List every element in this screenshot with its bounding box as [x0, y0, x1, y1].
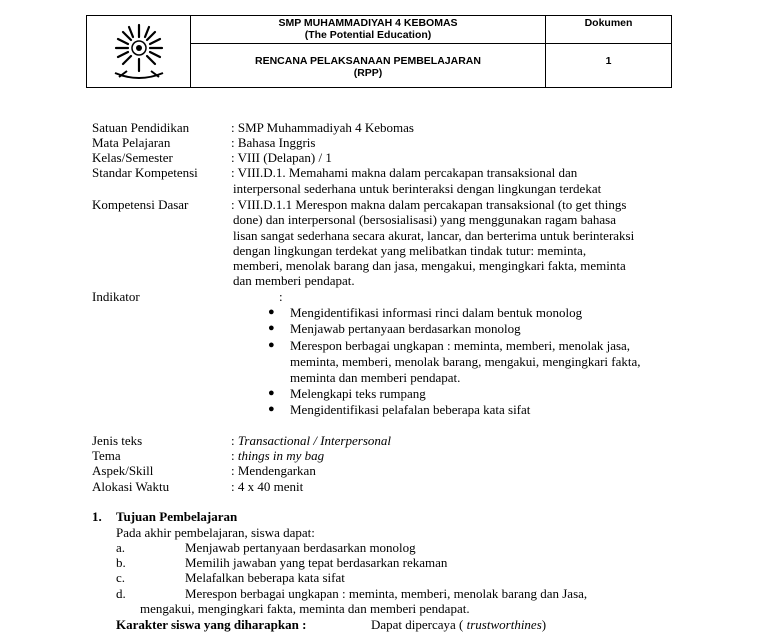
document-number: 1: [605, 55, 612, 67]
list-item-text: Melafalkan beberapa kata sifat: [185, 570, 345, 585]
section-number: 1.: [92, 509, 102, 524]
document-title: RENCANA PELAKSANAAN PEMBELAJARAN: [255, 55, 481, 67]
field-value: : VIII (Delapan) / 1: [231, 150, 332, 165]
list-marker: b.: [116, 555, 126, 570]
list-item-text: meminta dan memberi pendapat.: [290, 370, 461, 385]
field-value: : VIII.D.1. Memahami makna dalam percakapan transaksional dan: [231, 165, 578, 180]
karakter-label: Karakter siswa yang diharapkan :: [116, 617, 307, 632]
field-value: [231, 433, 391, 448]
field-label: Mata Pelajaran: [92, 135, 171, 150]
field-value: dengan lingkungan terdekat yang melibatkan tindak tutur: meminta,: [233, 243, 587, 258]
document-header-table: [86, 15, 672, 88]
field-colon: :: [231, 448, 238, 463]
list-item-text: Merespon berbagai ungkapan : meminta, memberi, menolak barang dan Jasa,: [185, 586, 588, 601]
list-item-text: meminta, memberi, menolak barang, mengakui, mengingkari fakta,: [290, 354, 641, 369]
header-divider: [191, 43, 671, 44]
field-label: Aspek/Skill: [92, 463, 154, 478]
field-value: lisan sangat sederhana secara akurat, lancar, dan berterima untuk berinteraksi: [233, 228, 635, 243]
school-cell: [191, 16, 546, 87]
field-value-text: Transactional / Interpersonal: [237, 433, 391, 448]
field-value: memberi, menolak barang dan jasa, mengakui, mengingkari fakta, meminta: [233, 258, 626, 273]
karakter-value-close: ): [541, 617, 547, 632]
school-name: SMP MUHAMMADIYAH 4 KEBOMAS: [278, 17, 458, 29]
bullet-icon: ●: [268, 387, 275, 399]
field-value: interpersonal sederhana untuk berinteraksi dengan lingkungan terdekat: [233, 181, 602, 196]
list-item-text: Mengidentifikasi pelafalan beberapa kata sifat: [290, 402, 531, 417]
muhammadiyah-logo-icon: [107, 21, 171, 81]
list-item-text: Melengkapi teks rumpang: [290, 386, 426, 401]
list-marker: c.: [116, 570, 126, 585]
intro-text: Pada akhir pembelajaran, siswa dapat:: [116, 525, 315, 540]
field-label: Standar Kompetensi: [92, 165, 198, 180]
field-label: Satuan Pendidikan: [92, 120, 190, 135]
field-colon: :: [231, 433, 238, 448]
document-cell: [546, 16, 671, 87]
list-marker: a.: [116, 540, 126, 555]
list-marker: d.: [116, 586, 126, 601]
field-label: Indikator: [92, 289, 140, 304]
document-title-abbr: (RPP): [353, 67, 383, 79]
list-item-text: mengakui, mengingkari fakta, meminta dan memberi pendapat.: [140, 601, 470, 616]
field-label: Kelas/Semester: [92, 150, 173, 165]
section-title: Tujuan Pembelajaran: [116, 509, 238, 524]
field-value: : Bahasa Inggris: [231, 135, 316, 150]
list-item-text: Memilih jawaban yang tepat berdasarkan rekaman: [185, 555, 448, 570]
document-label: Dokumen: [584, 17, 633, 29]
karakter-value-text: Dapat dipercaya (: [371, 617, 467, 632]
field-value: : 4 x 40 menit: [231, 479, 304, 494]
field-value: : SMP Muhammadiyah 4 Kebomas: [231, 120, 414, 135]
field-colon: :: [279, 289, 283, 304]
logo-cell: [87, 16, 191, 87]
field-label: Tema: [92, 448, 121, 463]
bullet-icon: ●: [268, 306, 275, 318]
list-item-text: Merespon berbagai ungkapan : meminta, memberi, menolak jasa,: [290, 338, 631, 353]
field-label: Alokasi Waktu: [92, 479, 170, 494]
field-value: done) dan interpersonal (bersosialisasi) yang menggunakan ragam bahasa: [233, 212, 617, 227]
bullet-icon: ●: [268, 403, 275, 415]
school-tagline: (The Potential Education): [304, 29, 432, 41]
karakter-value-italic: trustworthines: [466, 617, 542, 632]
list-item-text: Menjawab pertanyaan berdasarkan monolog: [290, 321, 521, 336]
list-item-text: Menjawab pertanyaan berdasarkan monolog: [185, 540, 416, 555]
field-value-text: things in my bag: [237, 448, 325, 463]
bullet-icon: ●: [268, 322, 275, 334]
list-item-text: Mengidentifikasi informasi rinci dalam bentuk monolog: [290, 305, 583, 320]
bullet-icon: ●: [268, 339, 275, 351]
field-label: Kompetensi Dasar: [92, 197, 189, 212]
field-label: Jenis teks: [92, 433, 143, 448]
field-value: : VIII.D.1.1 Merespon makna dalam percakapan transaksional (to get things: [231, 197, 627, 212]
field-value: : Mendengarkan: [231, 463, 316, 478]
field-value: [231, 448, 324, 463]
field-value: dan memberi pendapat.: [233, 273, 355, 288]
